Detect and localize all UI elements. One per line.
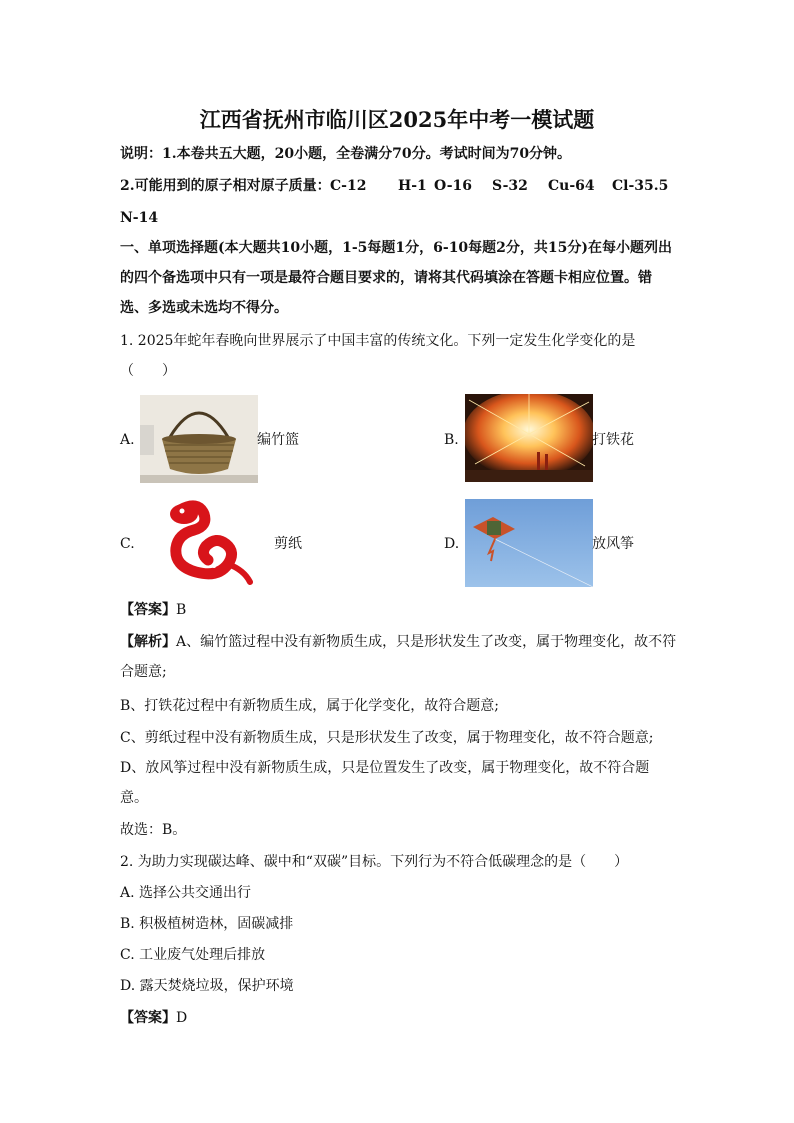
q1-analysis-line-2: 合题意; — [120, 664, 167, 680]
q1-analysis-line-5: D、放风筝过程中没有新物质生成，只是位置发生了改变，属于物理变化，故不符合题 — [120, 760, 650, 776]
q1-analysis-line-1 — [120, 632, 676, 652]
q1-analysis-line-4: C、剪纸过程中没有新物质生成，只是形状发生了改变，属于物理变化，故不符合题意; — [120, 730, 654, 746]
q1-answer-value: B — [176, 602, 187, 618]
atomic-mass-s: S-32 — [492, 178, 528, 194]
section1-line-1: 一、单项选择题(本大题共10小题，1-5每题1分，6-10每题2分，共15分)在每小题列出 — [120, 240, 673, 256]
q1-option-d-label: 放风筝 — [592, 536, 634, 552]
q2-answer-value: D — [176, 1010, 188, 1026]
q1-option-b-label: 打铁花 — [592, 432, 634, 448]
atomic-mass-h: H-1 — [398, 178, 427, 194]
q1-option-b-letter: B. — [444, 432, 459, 448]
snake-papercut-image — [158, 500, 254, 586]
atomic-mass-prefix: 2.可能用到的原子相对原子质量： — [120, 178, 331, 194]
q2-answer-tag: 【答案】 — [120, 1010, 176, 1026]
q1-option-c-letter: C. — [120, 536, 135, 552]
q2-option-c: C. 工业废气处理后排放 — [120, 947, 266, 963]
section1-line-3: 选、多选或未选均不得分。 — [120, 300, 288, 316]
exam-title: 江西省抚州市临川区2025年中考一模试题 — [199, 107, 595, 132]
q1-option-d-letter: D. — [444, 536, 460, 552]
atomic-mass-cl: Cl-35.5 — [612, 178, 669, 194]
q2-option-a: A. 选择公共交通出行 — [120, 885, 252, 901]
q1-analysis-line-6: 意。 — [120, 790, 148, 806]
q1-stem-bracket: （ ） — [120, 363, 176, 379]
atomic-mass-c: C-12 — [330, 178, 367, 194]
q1-analysis-a: A、编竹篮过程中没有新物质生成，只是形状发生了改变，属于物理变化，故不符 — [176, 634, 677, 650]
q1-analysis-tag: 【解析】 — [120, 634, 176, 650]
q2-stem: 2. 为助力实现碳达峰、碳中和“双碳”目标。下列行为不符合低碳理念的是（ ） — [120, 854, 629, 870]
q1-conclusion: 故选：B。 — [120, 822, 187, 838]
section1-line-2: 的四个备选项中只有一项是最符合题目要求的，请将其代码填涂在答题卡相应位置。错 — [120, 270, 652, 286]
q2-option-d: D. 露天焚烧垃圾，保护环境 — [120, 978, 294, 994]
iron-flower-fireworks-image — [465, 394, 593, 482]
q1-option-a-label: 编竹篮 — [257, 432, 299, 448]
q1-analysis-line-3: B、打铁花过程中有新物质生成，属于化学变化，故符合题意; — [120, 698, 500, 714]
atomic-mass-cu: Cu-64 — [548, 178, 595, 194]
q1-stem: 1. 2025年蛇年春晚向世界展示了中国丰富的传统文化。下列一定发生化学变化的是 — [120, 333, 636, 349]
q2-answer — [120, 1008, 187, 1028]
q2-option-b: B. 积极植树造林，固碳减排 — [120, 916, 294, 932]
kite-flying-image — [465, 499, 593, 587]
atomic-mass-line — [120, 176, 680, 196]
q1-option-a-letter: A. — [120, 432, 135, 448]
instructions-line-1: 说明：1.本卷共五大题，20小题，全卷满分70分。考试时间为70分钟。 — [120, 146, 572, 162]
atomic-mass-n: N-14 — [120, 210, 159, 226]
atomic-mass-o: O-16 — [434, 178, 473, 194]
bamboo-basket-image — [140, 395, 258, 483]
q1-answer — [120, 600, 186, 620]
q1-option-c-label: 剪纸 — [274, 536, 302, 552]
q1-answer-tag: 【答案】 — [120, 602, 176, 618]
